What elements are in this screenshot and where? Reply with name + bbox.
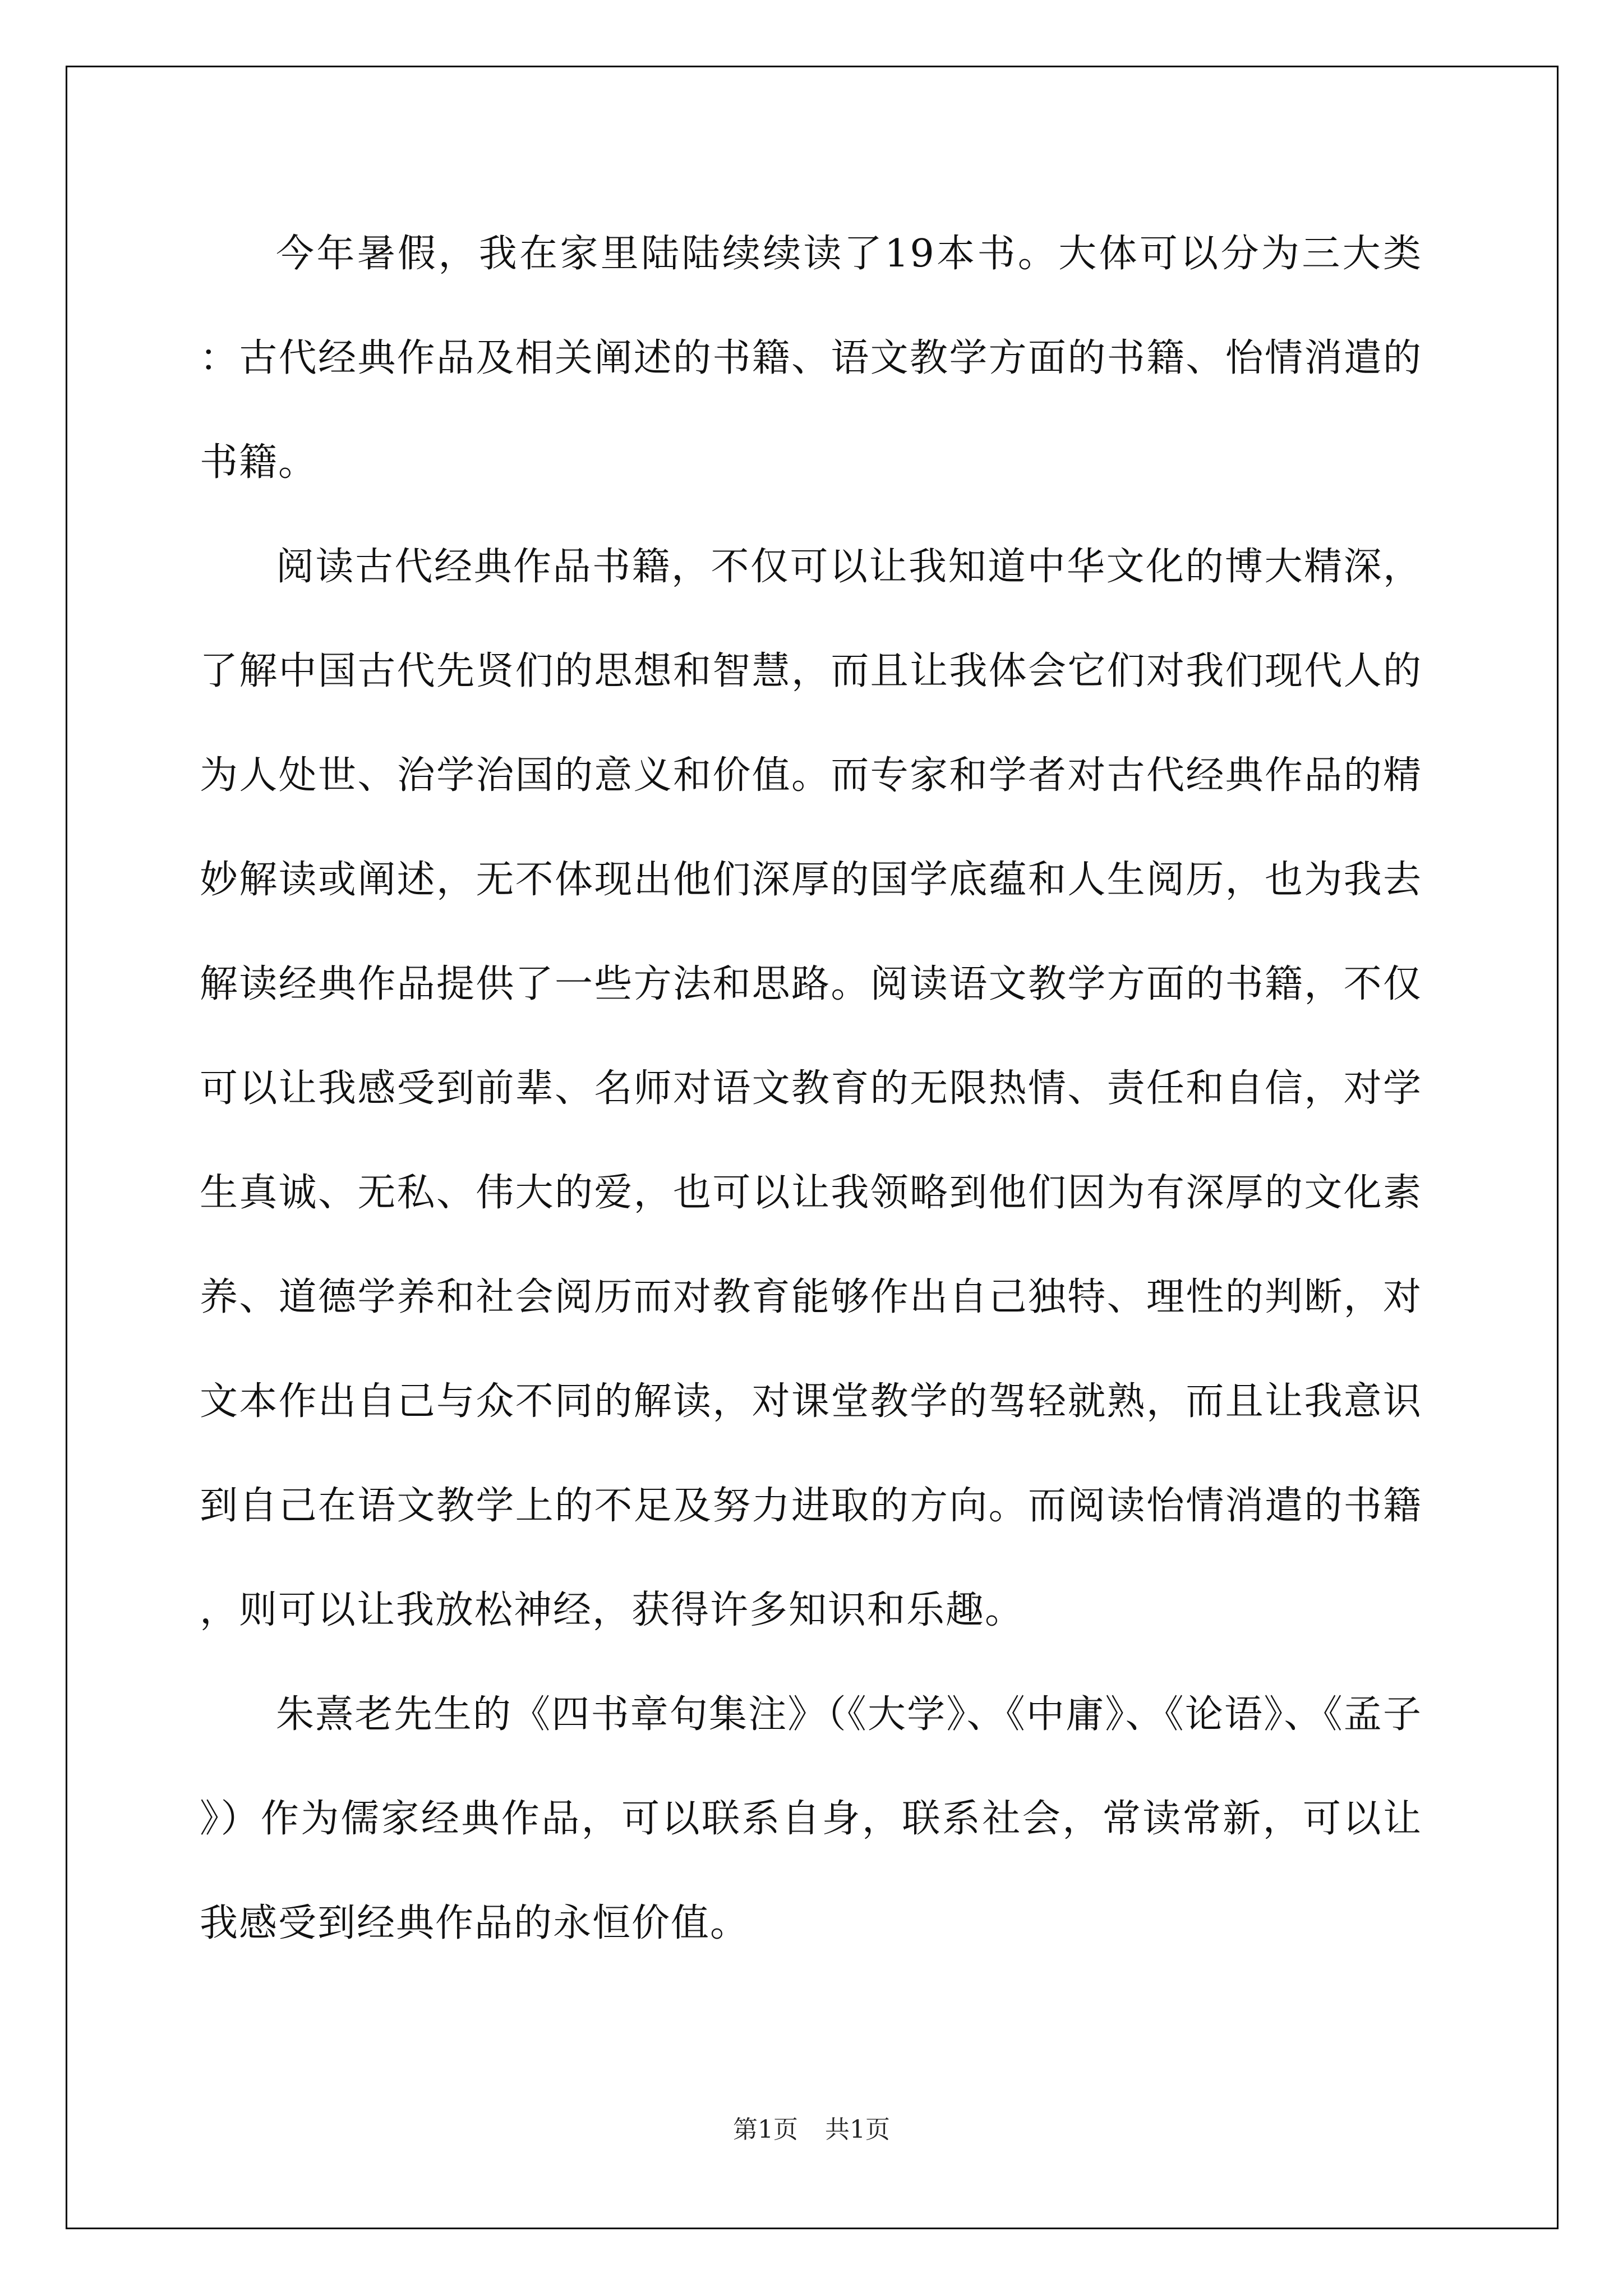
document-body	[200, 202, 1422, 1976]
page-footer	[0, 2109, 1623, 2145]
page-number-current: 第1页	[733, 2115, 798, 2144]
paragraph-3: 朱熹老先生的《四书章句集注》（《大学》、《中庸》、《论语》、《孟子》）作为儒家经典作品，可以联系自身，联系社会，常读常新，可以让我感受到经典作品的永恒价值。	[200, 1692, 1422, 1945]
paragraph-1: 今年暑假，我在家里陆陆续续读了19本书。大体可以分为三大类：古代经典作品及相关阐述的书籍、语文教学方面的书籍、怡情消遣的书籍。	[200, 232, 1422, 485]
paragraph-2: 阅读古代经典作品书籍，不仅可以让我知道中华文化的博大精深，了解中国古代先贤们的思想和智慧，而且让我体会它们对我们现代人的为人处世、治学治国的意义和价值。而专家和学者对古代经典作品的精妙解读或阐述，无不体现出他们深厚的国学底蕴和人生阅历，也为我去解读经典作品提供了一些方法和思路。阅读语文教学方面的书籍，不仅可以让我感受到前辈、名师对语文教育的无限热情、责任和自信，对学生真诚、无私、伟大的爱，也可以让我领略到他们因为有深厚的文化素养、道德学养和社会阅历而对教育能够作出自己独特、理性的判断，对文本作出自己与众不同的解读，对课堂教学的驾轻就熟，而且让我意识到自己在语文教学上的不足及努力进取的方向。而阅读怡情消遣的书籍，则可以让我放松神经，获得许多知识和乐趣。	[200, 545, 1422, 1632]
page-number-total: 共1页	[825, 2115, 890, 2144]
